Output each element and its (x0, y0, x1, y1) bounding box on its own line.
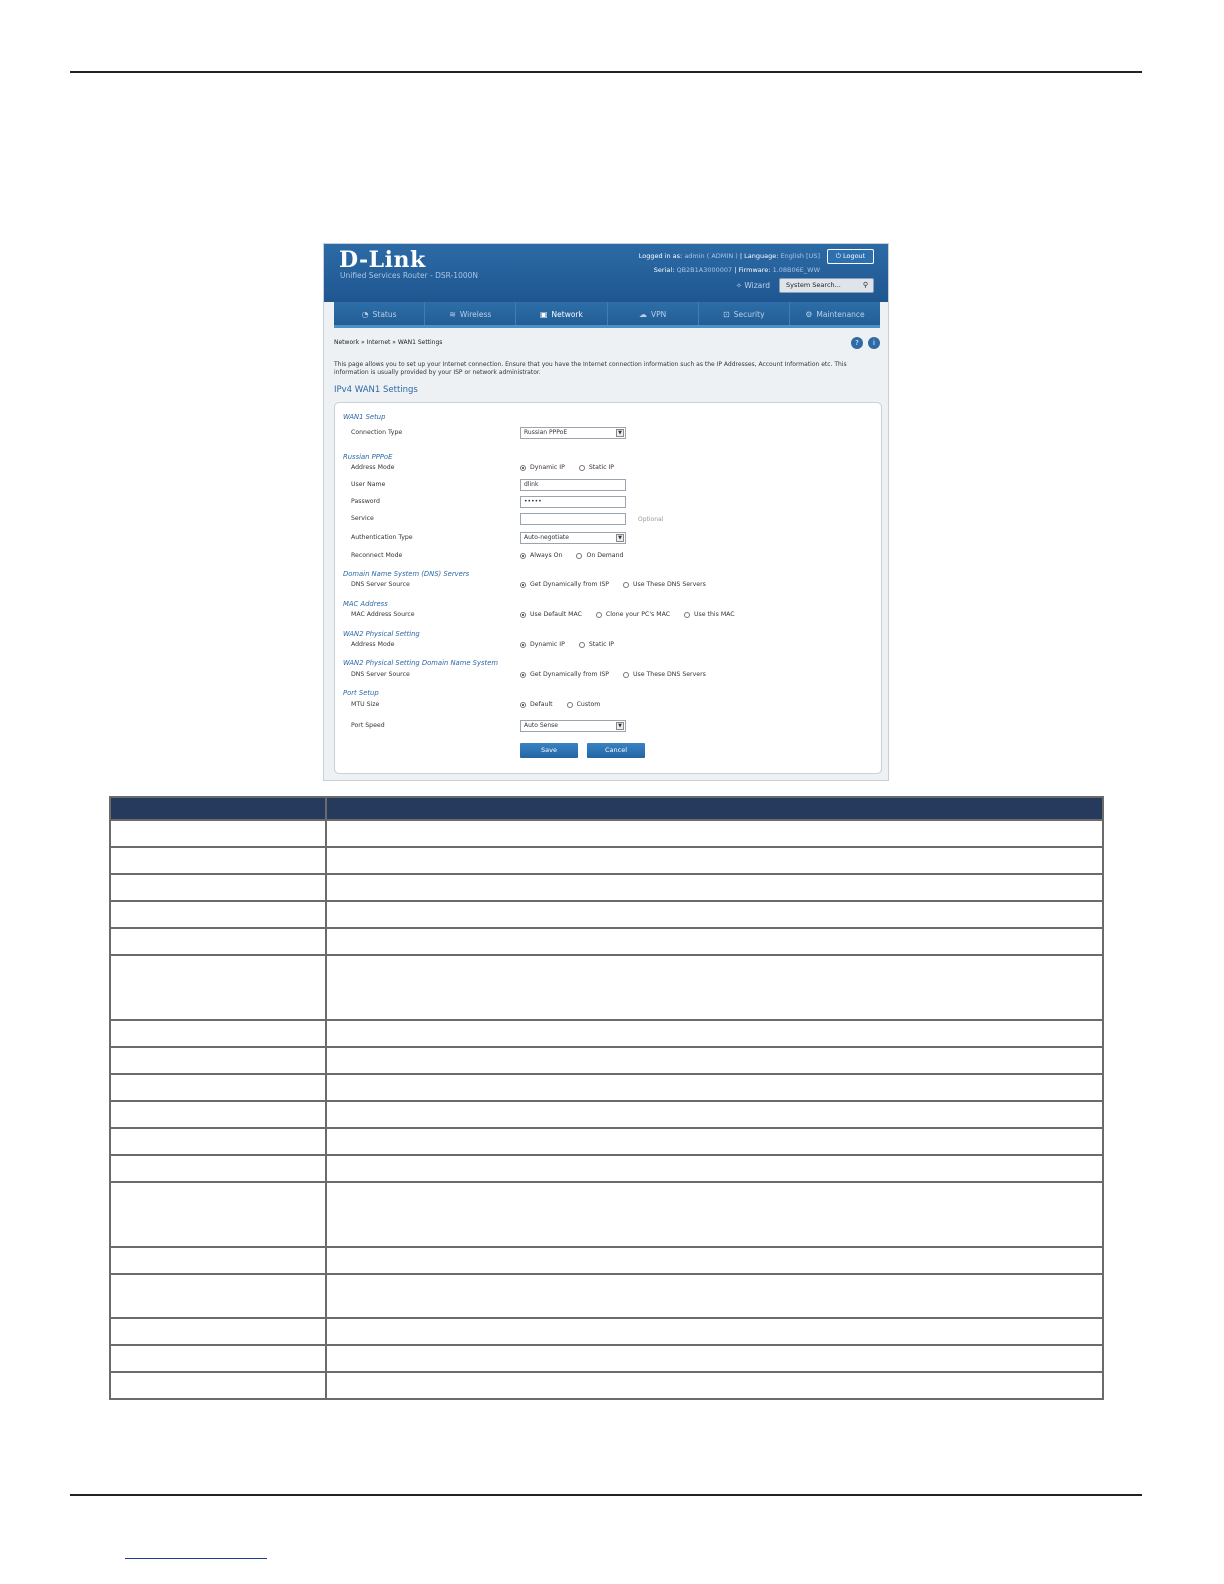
cloud-icon: ☁ (638, 310, 647, 319)
dns-dynamic-radio[interactable]: Get Dynamically from ISP (520, 581, 609, 588)
mac-default-radio[interactable]: Use Default MAC (520, 611, 582, 618)
table-header-cell (110, 797, 326, 820)
reconnect-always-on-radio[interactable]: Always On (520, 552, 562, 559)
table-row (110, 955, 1103, 1020)
power-icon: ⏻ (835, 252, 843, 260)
address-mode-label: Address Mode (351, 464, 395, 471)
russian-pppoe-heading: Russian PPPoE (343, 453, 393, 461)
serial-value: QB2B1A3000007 (676, 266, 733, 274)
router-header (324, 244, 889, 302)
wan2-dns-heading: WAN2 Physical Setting Domain Name System (343, 659, 499, 667)
reconnect-on-demand-radio[interactable]: On Demand (576, 552, 623, 559)
footer-link-underline[interactable] (125, 1558, 267, 1559)
top-rule (70, 71, 1142, 73)
mac-clone-radio[interactable]: Clone your PC's MAC (596, 611, 670, 618)
product-subtitle: Unified Services Router - DSR-1000N (340, 271, 478, 280)
table-header-row (110, 797, 1103, 820)
bottom-rule (70, 1494, 1142, 1496)
logged-in-user: admin ( ADMIN ) (684, 252, 738, 260)
port-speed-select[interactable]: Auto Sense ▼ (520, 720, 626, 732)
breadcrumb-internet[interactable]: Internet (366, 339, 391, 346)
serial-label: Serial: (653, 266, 675, 274)
help-icons (851, 337, 880, 349)
nav-security[interactable]: ⊡ Security (699, 302, 790, 325)
table-row (110, 1128, 1103, 1155)
dropdown-arrow-icon: ▼ (616, 534, 624, 542)
language-value[interactable]: English [US] (780, 252, 820, 260)
description-table (109, 796, 1104, 1400)
table-row (110, 847, 1103, 874)
wan2-dynamic-radio[interactable]: Dynamic IP (520, 641, 565, 648)
table-row (110, 820, 1103, 847)
table-row (110, 1020, 1103, 1047)
wan2-dns-dynamic-radio[interactable]: Get Dynamically from ISP (520, 671, 609, 678)
save-button[interactable]: Save (520, 743, 578, 758)
nav-maintenance[interactable]: ⚙ Maintenance (805, 310, 865, 319)
mtu-default-radio[interactable]: Default (520, 701, 553, 708)
table-row (110, 1182, 1103, 1247)
section-title: IPv4 WAN1 Settings (334, 385, 418, 395)
table-row (110, 1345, 1103, 1372)
system-search-input[interactable]: System Search... ⚲ (779, 278, 874, 293)
main-nav (334, 302, 880, 328)
dashboard-icon: ◔ (361, 310, 369, 319)
search-icon: ⚲ (862, 281, 868, 289)
address-mode-static-radio[interactable]: Static IP (579, 464, 614, 471)
wan2-physical-heading: WAN2 Physical Setting (343, 630, 420, 638)
table-row (110, 1155, 1103, 1182)
cancel-button[interactable]: Cancel (587, 743, 645, 758)
dns-static-radio[interactable]: Use These DNS Servers (623, 581, 706, 588)
login-info: Logged in as: admin ( ADMIN ) | Language: English [US] (638, 252, 820, 260)
service-input[interactable] (520, 513, 626, 525)
logout-label: Logout (842, 252, 866, 260)
dns-heading: Domain Name System (DNS) Servers (343, 570, 470, 578)
auth-type-select[interactable]: Auto-negotiate ▼ (520, 532, 626, 544)
device-info: Serial: QB2B1A3000007 | Firmware: 1.08B06E_WW (653, 266, 820, 274)
nav-wireless[interactable]: ≋ Wireless (425, 302, 516, 325)
mtu-label: MTU Size (351, 701, 380, 708)
help-icon[interactable]: ? (851, 337, 863, 349)
address-mode-dynamic-radio[interactable]: Dynamic IP (520, 464, 565, 471)
logout-button[interactable] (827, 249, 874, 264)
nav-status[interactable]: ◔ Status (334, 302, 425, 325)
table-header-cell (326, 797, 1103, 820)
auth-type-label: Authentication Type (351, 534, 413, 541)
gears-icon: ⚙ (805, 310, 813, 319)
service-label: Service (351, 515, 374, 522)
table-row (110, 1074, 1103, 1101)
wan1-setup-heading: WAN1 Setup (343, 413, 386, 421)
intro-text: This page allows you to set up your Internet connection. Ensure that you have the Internet connection information such as the IP Addresses, Account Information etc. This information is usually provided by your ISP or network administrator. (334, 361, 847, 376)
wizard-link[interactable]: ✧ Wizard (735, 281, 770, 290)
wan2-address-mode-label: Address Mode (351, 641, 395, 648)
table-row (110, 1101, 1103, 1128)
user-name-label: User Name (351, 481, 386, 488)
mtu-custom-radio[interactable]: Custom (567, 701, 601, 708)
user-name-input[interactable]: dlink (520, 479, 626, 491)
logged-in-label: Logged in as: (638, 252, 683, 260)
mac-heading: MAC Address (343, 600, 388, 608)
monitor-icon: ▣ (539, 310, 548, 319)
table-row (110, 928, 1103, 955)
service-optional-hint: Optional (638, 515, 664, 523)
language-label: Language: (744, 252, 779, 260)
connection-type-label: Connection Type (351, 429, 403, 436)
router-ui-screenshot (323, 243, 889, 781)
table-row (110, 874, 1103, 901)
table-row (110, 901, 1103, 928)
firmware-value: 1.08B06E_WW (772, 266, 820, 274)
wan-settings-panel (334, 402, 882, 774)
breadcrumb-current: WAN1 Settings (397, 339, 443, 346)
wand-icon: ✧ (735, 281, 745, 290)
nav-network[interactable]: ▣ Network (516, 302, 607, 325)
connection-type-select[interactable]: Russian PPPoE ▼ (520, 427, 626, 439)
table-row (110, 1247, 1103, 1274)
mac-source-label: MAC Address Source (351, 611, 415, 618)
port-setup-heading: Port Setup (343, 689, 379, 697)
wifi-icon: ≋ (449, 310, 456, 319)
info-icon[interactable]: i (868, 337, 880, 349)
port-speed-label: Port Speed (351, 722, 385, 729)
wan2-dns-source-label: DNS Server Source (351, 671, 410, 678)
password-label: Password (351, 498, 380, 505)
table-row (110, 1047, 1103, 1074)
firmware-label: Firmware: (738, 266, 771, 274)
table-row (110, 1318, 1103, 1345)
dropdown-arrow-icon: ▼ (616, 722, 624, 730)
dns-source-label: DNS Server Source (351, 581, 410, 588)
brand-logo: D-Link (339, 247, 426, 273)
wan2-dns-static-radio[interactable]: Use These DNS Servers (623, 671, 706, 678)
wan2-static-radio[interactable]: Static IP (579, 641, 614, 648)
table-row (110, 1372, 1103, 1399)
breadcrumb: Network » Internet » WAN1 Settings (334, 339, 443, 346)
password-input[interactable]: ••••• (520, 496, 626, 508)
table-row (110, 1274, 1103, 1318)
lock-icon: ⊡ (723, 310, 730, 319)
reconnect-mode-label: Reconnect Mode (351, 552, 403, 559)
breadcrumb-network[interactable]: Network (334, 339, 360, 346)
dropdown-arrow-icon: ▼ (616, 429, 624, 437)
nav-vpn[interactable]: ☁ VPN (608, 302, 699, 325)
mac-custom-radio[interactable]: Use this MAC (684, 611, 735, 618)
